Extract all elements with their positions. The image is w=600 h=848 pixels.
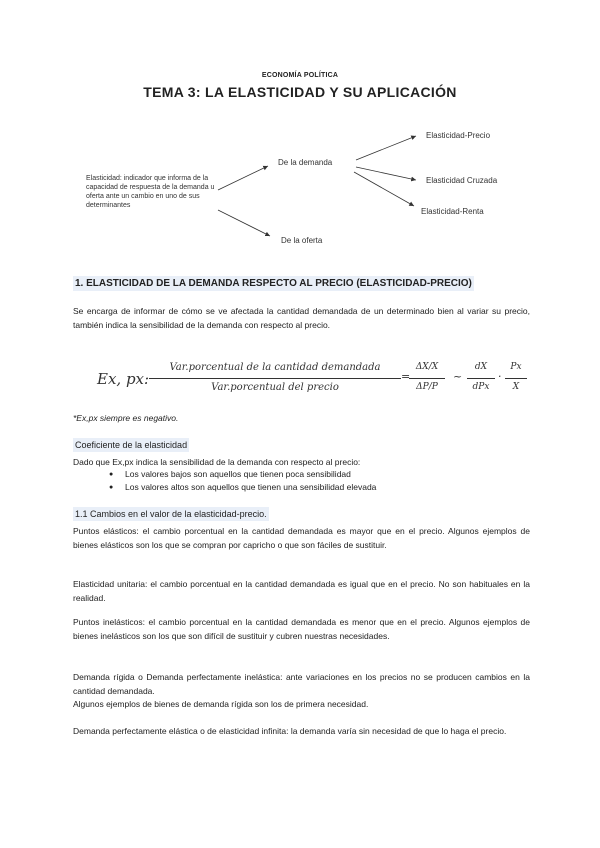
formula-delta-num: ΔX/X (415, 362, 439, 372)
supply-node: De la oferta (281, 236, 323, 245)
elasticity-formula (73, 358, 530, 402)
formula-bar (149, 378, 401, 379)
paragraph-inelastic: Puntos inelásticos: el cambio porcentual en la cantidad demandada es menor que en el precio. Algunos ejemplos de bienes inelásticos son los que son difícil de sustituir y cubren nuestras necesidades. (73, 617, 530, 641)
page-title: TEMA 3: LA ELASTICIDAD Y SU APLICACIÓN (143, 84, 457, 100)
section-intro: Se encarga de informar de cómo se ve afectada la cantidad demandada de un determinado bien al variar su precio, también indica la sensibilidad de la demanda con respecto al precio. (73, 306, 530, 330)
demand-node: De la demanda (278, 158, 333, 167)
arrow-to-supply (218, 210, 270, 236)
formula-equals: = (401, 370, 411, 383)
subject-label: ECONOMÍA POLÍTICA (261, 72, 339, 79)
paragraph-rigid-examples: Algunos ejemplos de bienes de demanda rígida son los de primera necesidad. (73, 699, 369, 709)
paragraph-perfectly-elastic: Demanda perfectamente elástica o de elasticidad infinita: la demanda varía sin necesidad de que lo haga el precio. (73, 726, 507, 736)
list-item: ● Los valores bajos son aquellos que tienen poca sensibilidad (109, 468, 529, 481)
arrow-to-demand (218, 166, 268, 190)
arrow-to-price (356, 136, 416, 160)
formula-dot: · (498, 370, 502, 383)
coefficient-list (109, 468, 529, 494)
branch-income-elasticity: Elasticidad-Renta (421, 207, 484, 216)
formula-note: *Ex,px siempre es negativo. (73, 413, 179, 423)
paragraph-elastic: Puntos elásticos: el cambio porcentual en la cantidad demandada es mayor que en el precio. Algunos ejemplos de bienes elásticos son los que se compran por capricho o que son fáciles de sustituir. (73, 526, 530, 550)
section-heading: 1. ELASTICIDAD DE LA DEMANDA RESPECTO AL PRECIO (ELASTICIDAD-PRECIO) (75, 278, 472, 289)
formula-numerator: Var.porcentual de la cantidad demandada (169, 362, 381, 373)
coefficient-heading: Coeficiente de la elasticidad (75, 440, 188, 450)
definition-text: Elasticidad: indicador que informa de la capacidad de respuesta de la demanda u oferta ante un cambio en uno de sus determinantes (86, 175, 215, 209)
formula-ratio-den: X (512, 382, 520, 392)
formula-lhs: Ex, px: (97, 370, 150, 388)
formula-ratio-num: Px (510, 362, 522, 372)
subsection-heading: 1.1 Cambios en el valor de la elasticidad-precio. (75, 509, 267, 519)
formula-denominator: Var.porcentual del precio (211, 382, 339, 393)
formula-approx: ~ (453, 370, 463, 383)
arrow-to-income (354, 172, 414, 206)
branch-cross-elasticity: Elasticidad Cruzada (426, 176, 498, 185)
list-item: ● Los valores altos son aquellos que tienen una sensibilidad elevada (109, 481, 529, 494)
formula-derivative-den: dPx (472, 382, 490, 392)
paragraph-rigid: Demanda rígida o Demanda perfectamente inelástica: ante variaciones en los precios no se producen cambios en la cantidad demandada. (73, 672, 530, 696)
diagram-arrows (0, 0, 600, 260)
formula-derivative-num: dX (474, 362, 488, 372)
branch-price-elasticity: Elasticidad-Precio (426, 131, 491, 140)
coefficient-intro: Dado que Ex,px indica la sensibilidad de la demanda con respecto al precio: (73, 457, 361, 467)
formula-delta-den: ΔP/P (416, 382, 438, 392)
paragraph-unitary: Elasticidad unitaria: el cambio porcentual en la cantidad demandada es igual que en el precio. No son habituales en la realidad. (73, 579, 530, 603)
